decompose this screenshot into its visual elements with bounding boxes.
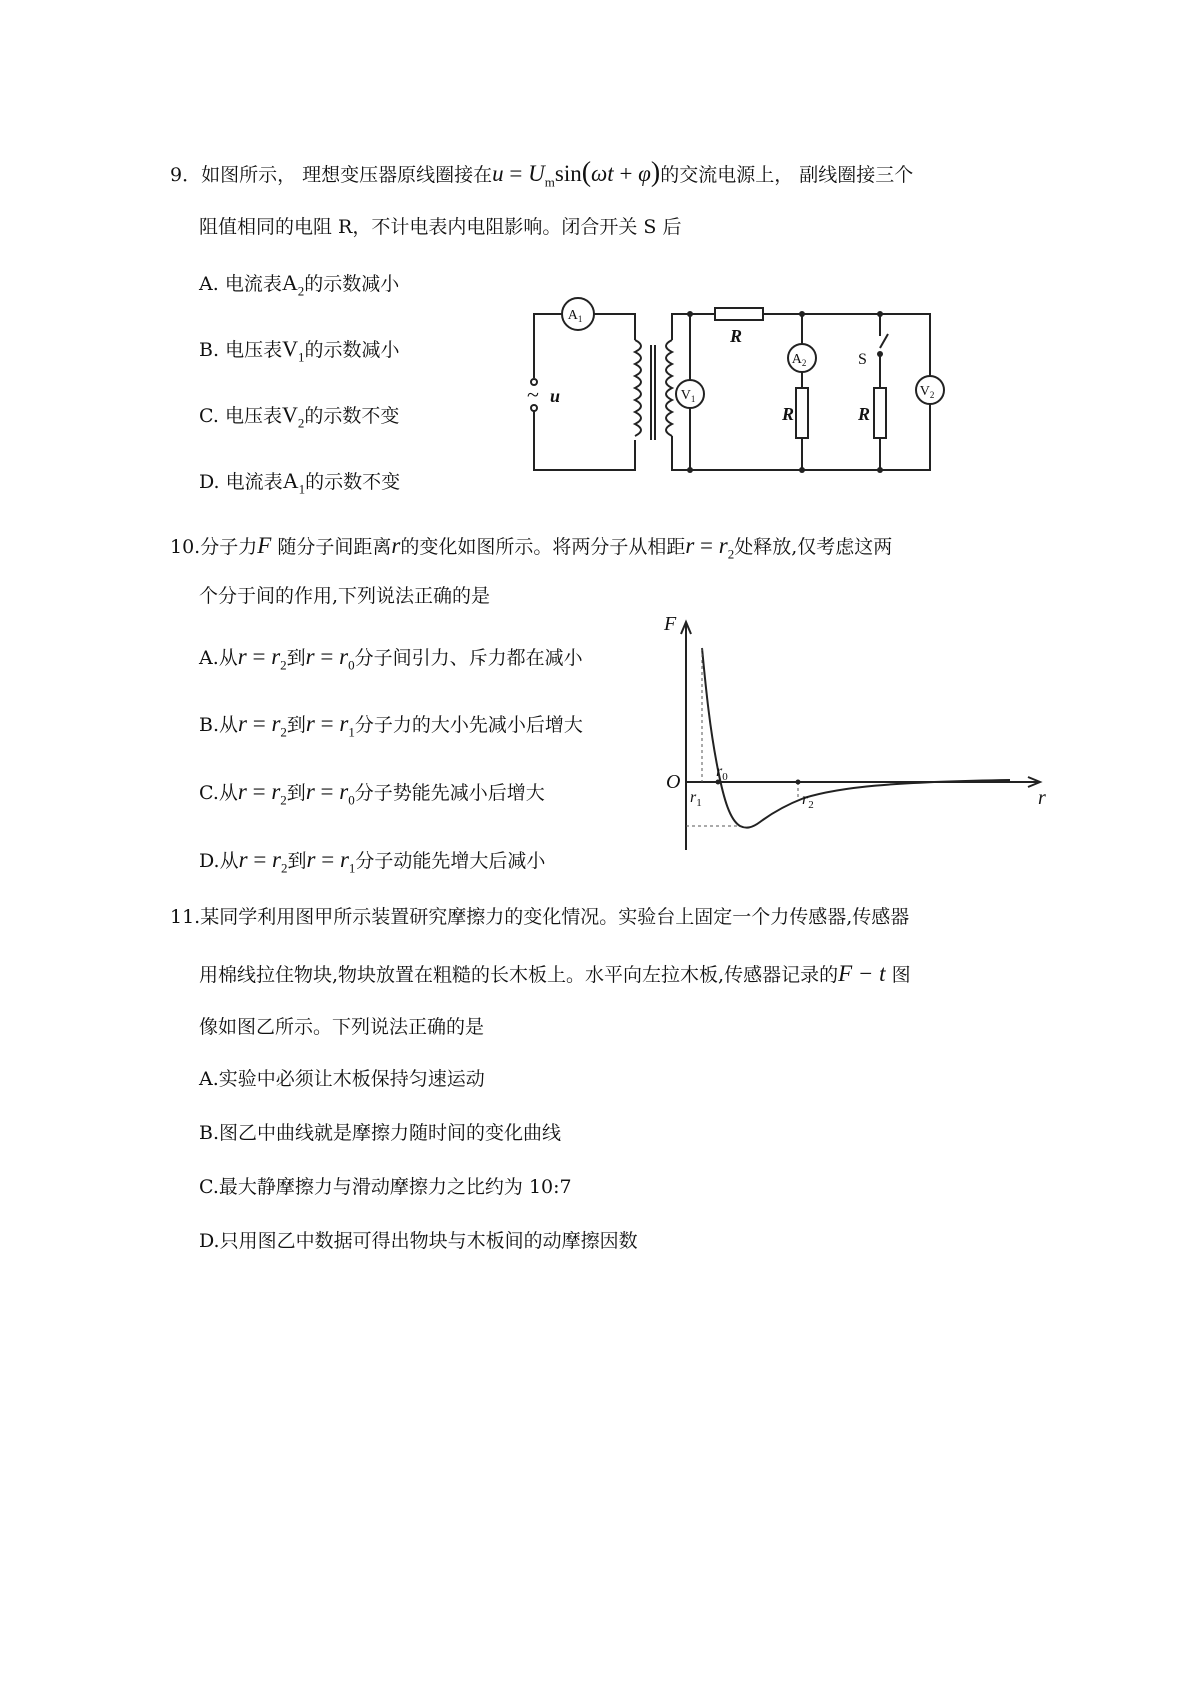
primary-wire-top: [594, 314, 635, 340]
junction-dot: [877, 467, 883, 473]
q9-formula: $u = U_m\sin(\omega t + \varphi)$: [492, 157, 661, 190]
q9-stem-line2: 阻值相同的电阻 R，不计电表内电阻影响。闭合开关 S 后: [199, 216, 682, 238]
junction-dot: [687, 311, 693, 317]
junction-dot: [799, 311, 805, 317]
r1-label: $r_1$: [690, 789, 702, 809]
branch-resistor-2: [874, 388, 886, 438]
q9-stem-line1: [170, 156, 913, 190]
branch-resistor-2-label: R: [858, 404, 871, 424]
a1-label: $A_1$: [567, 308, 583, 324]
junction-dot: [799, 467, 805, 473]
q10-force-distance-figure: [660, 610, 1060, 860]
ac-symbol: ~: [527, 382, 539, 407]
f-axis-label: F: [664, 613, 677, 635]
q10-option-a: A.从$r = r_2$到$r = r_0$分子间引力、斥力都在减小: [199, 644, 583, 673]
r-axis-label: r: [1038, 787, 1046, 809]
primary-wire-bottom: [534, 410, 635, 470]
origin-label: O: [666, 771, 681, 793]
q10-option-b: B.从$r = r_2$到$r = r_1$分子力的大小先减小后增大: [199, 711, 583, 740]
r2-dot: [796, 780, 801, 785]
junction-dot: [877, 311, 883, 317]
series-resistor: [715, 308, 763, 320]
q10-option-d: D.从$r = r_2$到$r = r_1$分子动能先增大后减小: [199, 847, 546, 876]
q9-option-a: A. 电流表$A_2$的示数减小: [199, 270, 400, 299]
q10-option-c: C.从$r = r_2$到$r = r_0$分子势能先减小后增大: [199, 779, 545, 808]
q11-stem-line3: 像如图乙所示。下列说法正确的是: [199, 1016, 485, 1038]
switch-label: S: [858, 351, 867, 368]
junction-dot: [687, 467, 693, 473]
q10-stem-line2: 个分于间的作用,下列说法正确的是: [199, 585, 491, 607]
series-resistor-label: R: [730, 326, 743, 346]
q11-option-a: A.实验中必须让木板保持匀速运动: [199, 1068, 485, 1090]
r0-label: $r_0$: [716, 763, 728, 783]
q9-option-b: B. 电压表$V_1$的示数减小: [199, 336, 400, 365]
r0-dot: [716, 780, 721, 785]
v2-label: $V_2$: [919, 384, 935, 400]
q9-circuit-diagram: [520, 290, 950, 490]
primary-wire: [534, 314, 562, 378]
v1-label: $V_1$: [680, 388, 696, 404]
q9-option-c: C. 电压表$V_2$的示数不变: [199, 402, 400, 431]
q11-option-c: C.最大静摩擦力与滑动摩擦力之比约为 10:7: [199, 1176, 572, 1198]
q9-number: 9．: [170, 164, 202, 186]
a2-label: $A_2$: [791, 352, 807, 368]
source-u-label: u: [550, 386, 561, 406]
branch-resistor-1-label: R: [782, 404, 795, 424]
q11-stem-line2: 用棉线拉住物块,物块放置在粗糙的长木板上。水平向左拉木板,传感器记录的F − t 图: [199, 961, 911, 986]
q10-stem-line1: 10.分子力F 随分子间距离r的变化如图所示。将两分子从相距$r = r_2$处释放,仅考虑这两: [170, 533, 893, 562]
q9-stem-b: 的交流电源上， 副线圈接三个: [660, 164, 914, 186]
r2-label: $r_2$: [802, 791, 814, 811]
force-curve: [702, 648, 1010, 828]
q9-stem-a: 如图所示， 理想变压器原线圈接在: [201, 164, 493, 186]
junction-dot: [877, 351, 883, 357]
q11-stem-line1: 11.某同学利用图甲所示装置研究摩擦力的变化情况。实验台上固定一个力传感器,传感器: [170, 906, 910, 928]
q11-option-d: D.只用图乙中数据可得出物块与木板间的动摩擦因数: [199, 1230, 638, 1252]
secondary-coil: [666, 340, 672, 436]
switch-s: [880, 334, 888, 348]
q11-option-b: B.图乙中曲线就是摩擦力随时间的变化曲线: [199, 1122, 562, 1144]
q9-option-d: D. 电流表$A_1$的示数不变: [199, 468, 401, 497]
primary-coil: [635, 340, 641, 436]
branch-resistor-1: [796, 388, 808, 438]
